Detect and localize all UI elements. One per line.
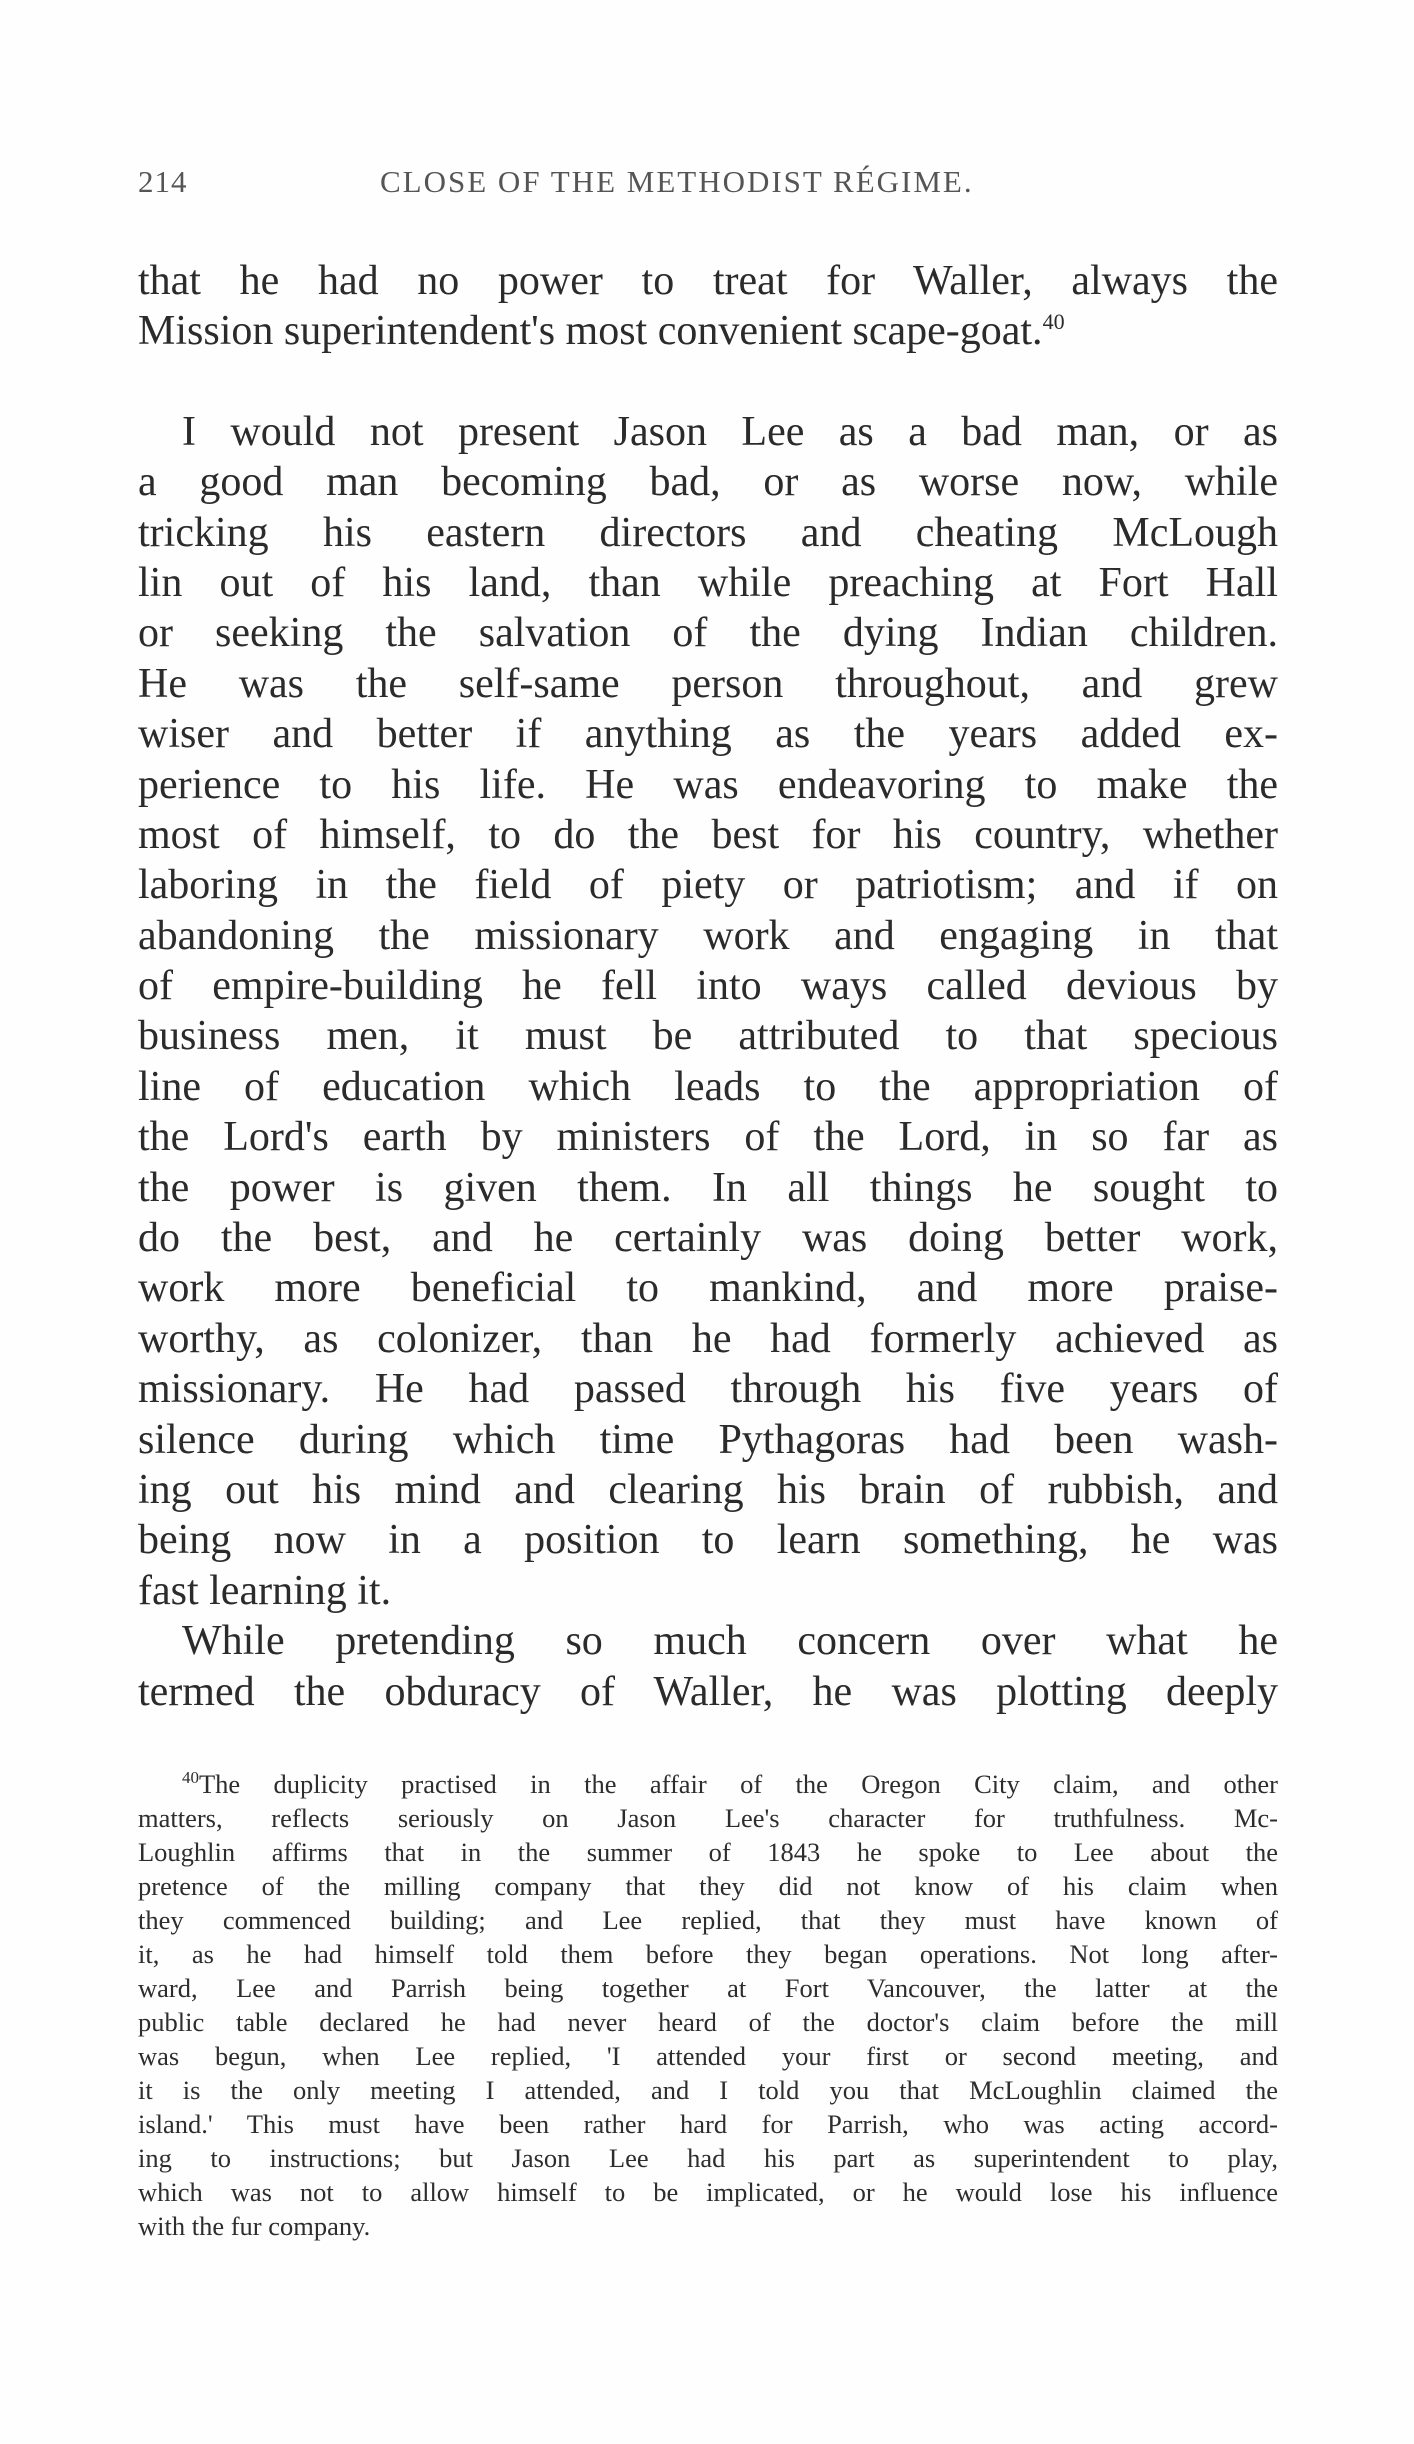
- footnote-number: 40: [182, 1768, 199, 1788]
- footnote: [138, 1767, 1278, 2243]
- text-line: I would not present Jason Lee as a bad man, or as: [182, 408, 1278, 455]
- text-line-content: Mission superintendent's most convenient scape-goat.: [138, 308, 1043, 355]
- paragraph: [138, 407, 1278, 1616]
- text-line: abandoning the missionary work and engaging in that: [138, 912, 1278, 959]
- text-line: the Lord's earth by ministers of the Lord, in so far as: [138, 1114, 1278, 1161]
- footnote-line: was begun, when Lee replied, 'I attended your first or second meeting, and: [138, 2041, 1278, 2071]
- text-line: fast learning it.: [138, 1567, 392, 1614]
- text-line: [138, 306, 1278, 356]
- text-line: tricking his eastern directors and cheating McLough: [138, 509, 1278, 556]
- text-line: being now in a position to learn something, he was: [138, 1517, 1278, 1564]
- text-line: He was the self-same person throughout, and grew: [138, 660, 1278, 707]
- text-line: most of himself, to do the best for his country, whether: [138, 811, 1278, 858]
- footnote-line: island.' This must have been rather hard for Parrish, who was acting accord-: [138, 2109, 1278, 2139]
- text-line: the power is given them. In all things he sought to: [138, 1164, 1278, 1211]
- text-line: line of education which leads to the appropriation of: [138, 1063, 1278, 1110]
- footnote-line: public table declared he had never heard of the doctor's claim before the mill: [138, 2007, 1278, 2037]
- paragraph: [138, 256, 1278, 357]
- footnote-reference: 40: [1042, 309, 1065, 335]
- footnote-line: with the fur company.: [138, 2211, 371, 2241]
- paragraph: [138, 1616, 1278, 1717]
- footnote-line: they commenced building; and Lee replied, that they must have known of: [138, 1905, 1278, 1935]
- footnote-line-content: The duplicity practised in the affair of the Oregon City claim, and other: [199, 1769, 1278, 1799]
- text-line: of empire-building he fell into ways called devious by: [138, 963, 1278, 1010]
- text-line: While pretending so much concern over what he: [182, 1618, 1278, 1665]
- running-title: CLOSE OF THE METHODIST RÉGIME.: [380, 164, 974, 199]
- text-line: ing out his mind and clearing his brain of rubbish, and: [138, 1466, 1278, 1513]
- footnote-line: ward, Lee and Parrish being together at Fort Vancouver, the latter at the: [138, 1973, 1278, 2003]
- running-head: [138, 164, 1278, 208]
- footnote-line: Loughlin affirms that in the summer of 1843 he spoke to Lee about the: [138, 1837, 1278, 1867]
- text-line: perience to his life. He was endeavoring to make the: [138, 761, 1278, 808]
- footnote-line: it is the only meeting I attended, and I told you that McLoughlin claimed the: [138, 2075, 1278, 2105]
- footnote-line: it, as he had himself told them before they began operations. Not long after-: [138, 1939, 1278, 1969]
- body-text: [138, 256, 1278, 1717]
- text-line: business men, it must be attributed to that specious: [138, 1013, 1278, 1060]
- text-line: wiser and better if anything as the years added ex-: [138, 711, 1278, 758]
- text-line: or seeking the salvation of the dying Indian children.: [138, 610, 1278, 657]
- text-line: a good man becoming bad, or as worse now, while: [138, 459, 1278, 506]
- text-line: worthy, as colonizer, than he had formerly achieved as: [138, 1315, 1278, 1362]
- paragraph-gap: [138, 357, 1278, 407]
- text-line: do the best, and he certainly was doing better work,: [138, 1215, 1278, 1262]
- text-line: laboring in the field of piety or patriotism; and if on: [138, 862, 1278, 909]
- footnote-line: ing to instructions; but Jason Lee had his part as superintendent to play,: [138, 2143, 1278, 2173]
- footnote-line: pretence of the milling company that they did not know of his claim when: [138, 1871, 1278, 1901]
- text-line: work more beneficial to mankind, and more praise-: [138, 1265, 1278, 1312]
- footnote-line: matters, reflects seriously on Jason Lee's character for truthfulness. Mc-: [138, 1803, 1278, 1833]
- text-line: missionary. He had passed through his five years of: [138, 1366, 1278, 1413]
- footnote-line: which was not to allow himself to be implicated, or he would lose his influence: [138, 2177, 1278, 2207]
- text-line: that he had no power to treat for Waller, always the: [138, 258, 1278, 304]
- page-number: 214: [138, 164, 188, 199]
- text-line: termed the obduracy of Waller, he was plotting deeply: [138, 1668, 1278, 1715]
- text-line: lin out of his land, than while preaching at Fort Hall: [138, 559, 1278, 606]
- text-line: silence during which time Pythagoras had been wash-: [138, 1416, 1278, 1463]
- footnote-line: [138, 1767, 1278, 1801]
